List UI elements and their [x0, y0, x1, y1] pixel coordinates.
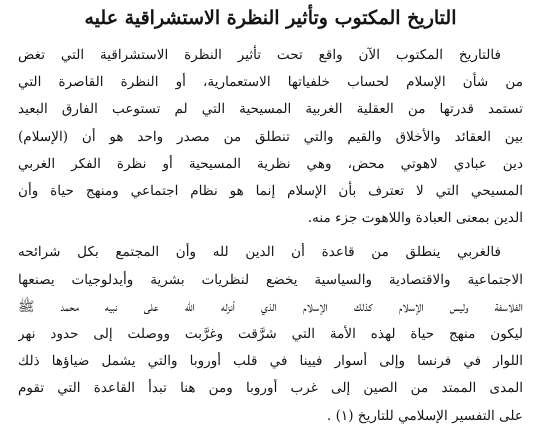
- text-line: الدين بمعنى العبادة واللاهوت جزء منه.: [307, 210, 523, 227]
- text-line: بين العقائد والأخلاق والقيم والتي تنطلق من مصدر واحد هو أن (الإسلام): [18, 128, 523, 145]
- text-line: اللوار في فرنسا وإلى أسوار فيينا في قلب أوروبا والتي يشمل ضياؤها ذلك: [18, 353, 523, 370]
- text-line: الفلاسفة وليس الإسلام كذلك الإسلام الذي أنزله الله على نبيه محمد ﷺ: [18, 298, 523, 315]
- text-line: المسيحي التي لا تعترف بأن الإسلام إنما هو نظام اجتماعي ومنهج حياة وأن: [18, 183, 523, 200]
- text-line: المدى الممتد من الصين إلى غرب أوروبا ومن هنا تبدأ القاعدة التي تقوم: [18, 380, 523, 397]
- text-line: تستمد قدرتها من العقلية الغربية المسيحية التي لم تستوعب الفارق البعيد: [18, 101, 523, 118]
- text-line: الاجتماعية والاقتصادية والسياسية يخضع لنظريات بشرية وأيدلوجيات يصنعها: [18, 271, 523, 288]
- text-line: دين عبادي لاهوتي محض، وهي نظرية المسيحية أو نظرة الفكر الغربي: [18, 155, 523, 172]
- text-line: فالتاريخ المكتوب الآن واقع تحت تأثير النظرة الاستشراقية التي تغض: [18, 47, 501, 63]
- paragraph-1: [18, 42, 523, 232]
- page-title: التاريخ المكتوب وتأثير النظرة الاستشراقية عليه: [84, 7, 457, 29]
- document-page: [18, 4, 523, 439]
- text-line: على التفسير الإسلامي للتاريخ (١) .: [326, 407, 523, 424]
- text-line: فالغربي ينطلق من قاعدة أن الدين لله وأن المجتمع بكل شرائحه: [18, 244, 501, 261]
- paragraph-2: [18, 239, 523, 429]
- text-line: ليكون منهج حياة لهذه الأمة التي شرَّقت وغرَّبت ووصلت إلى حدود نهر: [18, 326, 523, 343]
- text-line: من شأن الإسلام لحساب خلفياتها الاستعمارية، أو النظرة القاصرة التي: [18, 74, 523, 91]
